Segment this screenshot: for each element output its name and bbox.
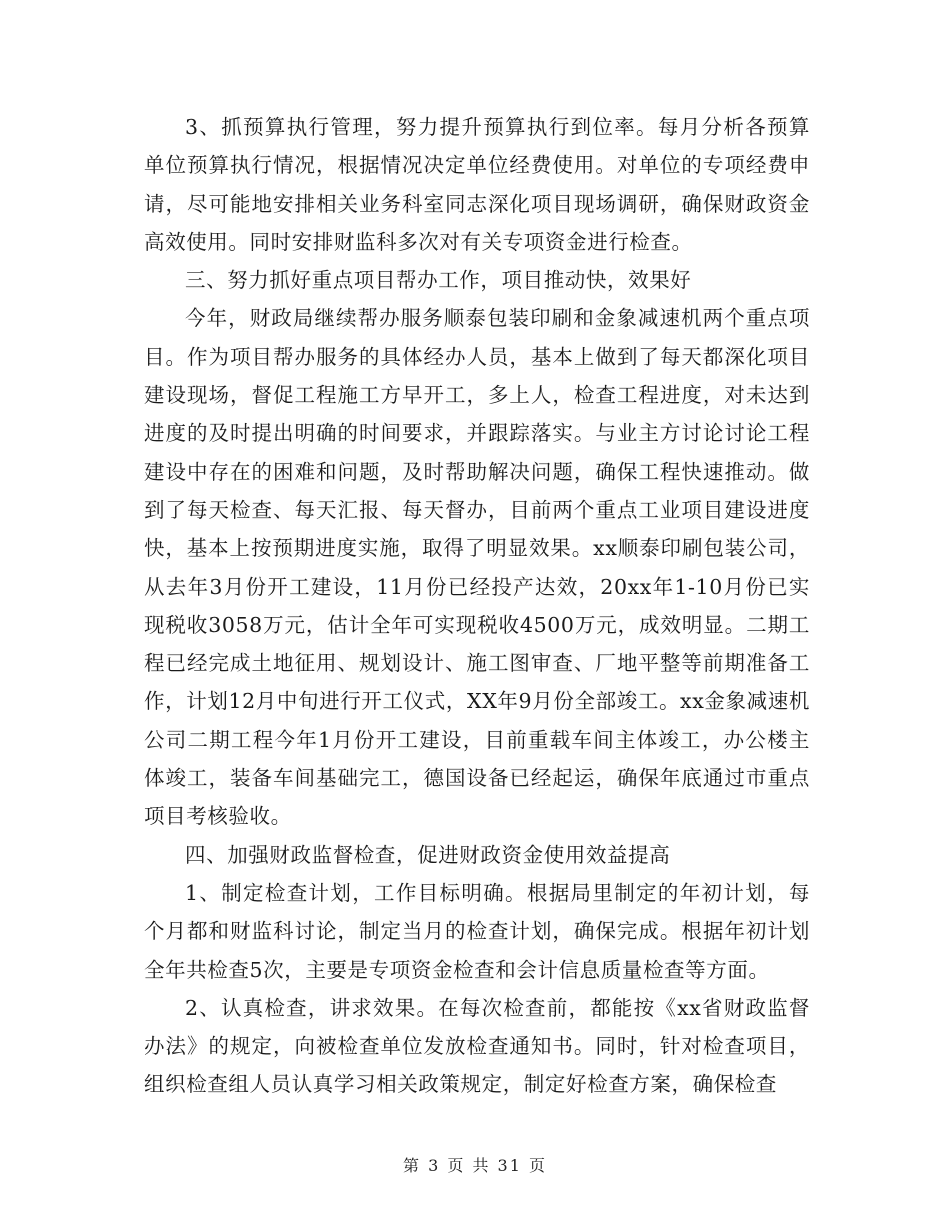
footer-current-page: 3 bbox=[428, 1156, 441, 1175]
page-footer bbox=[0, 1153, 950, 1176]
paragraph-inspection-effect: 2、认真检查，讲求效果。在每次检查前，都能按《xx省财政监督办法》的规定，向被检查单位发放检查通知书。同时，针对检查项目，组织检查组人员认真学习相关政策规定，制定好检查方案，确保检查 bbox=[144, 995, 810, 1097]
section-heading-key-projects: 三、努力抓好重点项目帮办工作，项目推动快，效果好 bbox=[185, 268, 692, 293]
footer-prefix: 第 bbox=[402, 1156, 421, 1175]
footer-suffix: 页 bbox=[529, 1156, 548, 1175]
paragraph-budget-execution: 3、抓预算执行管理，努力提升预算执行到位率。每月分析各预算单位预算执行情况，根据情况决定单位经费使用。对单位的专项经费申请，尽可能地安排相关业务科室同志深化项目现场调研，确保财政资金高效使用。同时安排财监科多次对有关专项资金进行检查。 bbox=[144, 115, 810, 254]
footer-middle: 页 共 bbox=[447, 1156, 491, 1175]
paragraph-key-projects: 今年，财政局继续帮办服务顺泰包装印刷和金象减速机两个重点项目。作为项目帮办服务的具体经办人员，基本上做到了每天都深化项目建设现场，督促工程施工方早开工，多上人，检查工程进度，对未达到进度的及时提出明确的时间要求，并跟踪落实。与业主方讨论讨论工程建设中存在的困难和问题，及时帮助解决问题，确保工程快速推动。做到了每天检查、每天汇报、每天督办，目前两个重点工业项目建设进度快，基本上按预期进度实施，取得了明显效果。xx顺泰印刷包装公司，从去年3月份开工建设，11月份已经投产达效，20xx年1-10月份已实现税收3058万元，估计全年可实现税收4500万元，成效明显。二期工程已经完成土地征用、规划设计、施工图审查、厂地平整等前期准备工作，计划12月中旬进行开工仪式，XX年9月份全部竣工。xx金象减速机公司二期工程今年1月份开工建设，目前重载车间主体竣工，办公楼主体竣工，装备车间基础完工，德国设备已经起运，确保年底通过市重点项目考核验收。 bbox=[144, 306, 810, 829]
footer-total-pages: 31 bbox=[497, 1156, 522, 1175]
section-heading-fiscal-supervision: 四、加强财政监督检查，促进财政资金使用效益提高 bbox=[185, 842, 671, 867]
paragraph-inspection-plan: 1、制定检查计划，工作目标明确。根据局里制定的年初计划，每个月都和财监科讨论，制定当月的检查计划，确保完成。根据年初计划全年共检查5次，主要是专项资金检查和会计信息质量检查等方面。 bbox=[144, 880, 810, 982]
document-body bbox=[144, 108, 810, 1104]
